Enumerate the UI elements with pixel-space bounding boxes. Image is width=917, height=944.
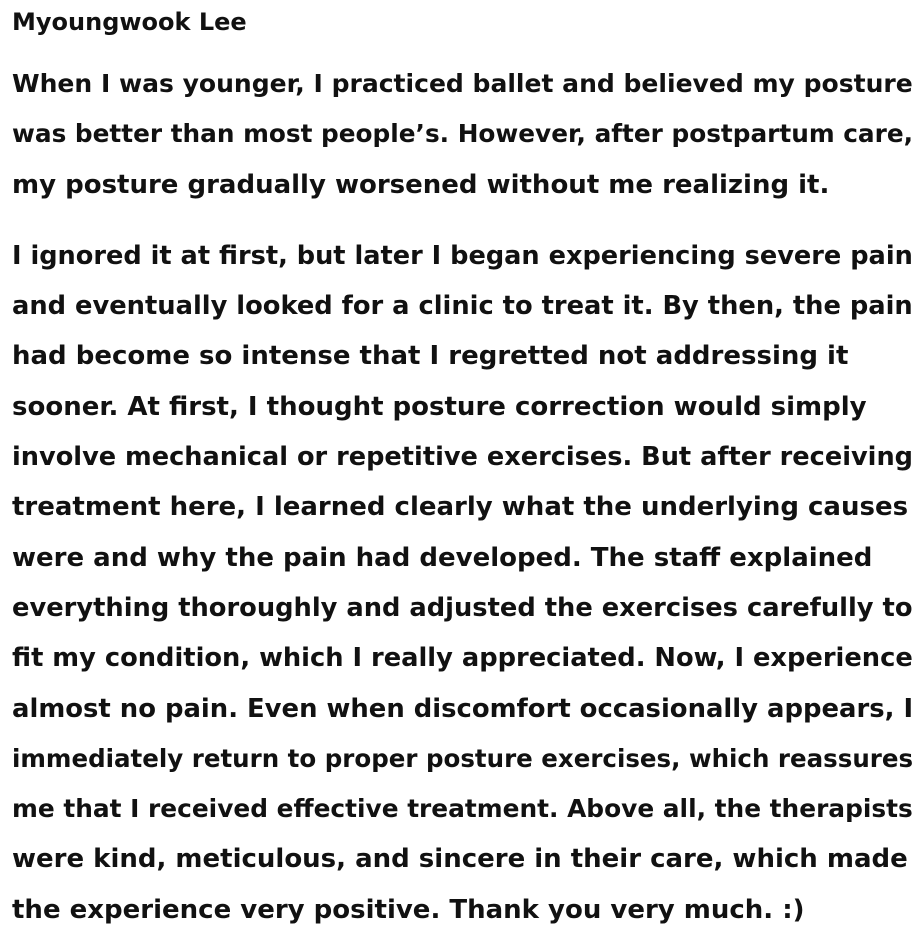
text-line: the experience very positive. Thank you very much. :) — [12, 894, 805, 925]
text-line: had become so intense that I regretted not addressing it — [12, 341, 849, 372]
text-line: I ignored it at first, but later I began experiencing severe pain — [12, 240, 913, 271]
paragraph-experience — [12, 231, 912, 935]
text-line: my posture gradually worsened without me realizing it. — [12, 169, 830, 200]
text-line: everything thoroughly and adjusted the exercises carefully to — [12, 592, 913, 623]
text-line: were and why the pain had developed. The staff explained — [12, 542, 873, 573]
testimonial — [12, 0, 912, 935]
author-name: Myoungwook Lee — [12, 8, 247, 36]
text-line: treatment here, I learned clearly what the underlying causes — [12, 492, 909, 523]
text-line: involve mechanical or repetitive exercises. But after receiving — [12, 442, 914, 473]
text-line: sooner. At first, I thought posture correction would simply — [12, 391, 867, 422]
text-line: fit my condition, which I really appreciated. Now, I experience — [12, 643, 913, 674]
text-line: immediately return to proper posture exercises, which reassures — [12, 743, 914, 773]
text-line: and eventually looked for a clinic to treat it. By then, the pain — [12, 291, 913, 322]
paragraph-background — [12, 59, 912, 210]
text-line: were kind, meticulous, and sincere in their care, which made — [12, 844, 908, 875]
text-line: When I was younger, I practiced ballet and believed my posture — [12, 69, 913, 98]
text-line: was better than most people’s. However, after postpartum care, — [12, 119, 914, 149]
text-line: almost no pain. Even when discomfort occasionally appears, I — [12, 693, 914, 724]
text-line: me that I received effective treatment. Above all, the therapists — [12, 794, 913, 824]
